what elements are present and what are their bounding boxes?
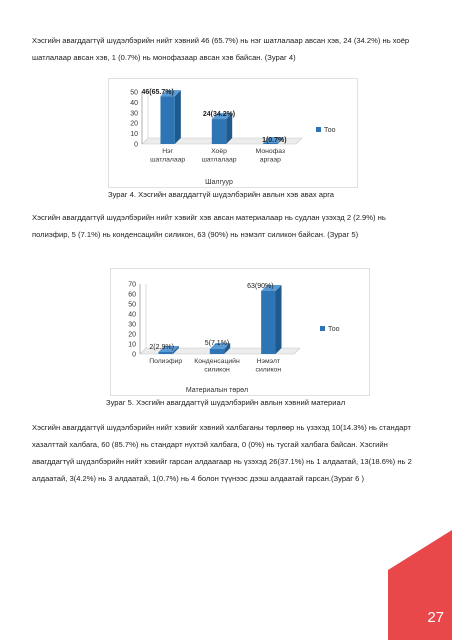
category-label: Монофаз <box>255 148 286 155</box>
x-axis-title: Материалын төрөл <box>185 387 249 394</box>
x-axis-title: Шалгуур <box>205 179 233 186</box>
page-number: 27 <box>427 609 444 626</box>
y-tick-label: 70 <box>128 281 136 289</box>
y-tick-label: 10 <box>128 341 136 349</box>
legend-swatch <box>320 326 325 331</box>
data-label: 46(65.7%) <box>141 89 174 97</box>
bar-3 <box>261 285 281 354</box>
y-tick-label: 50 <box>128 301 136 309</box>
chart-4 <box>108 78 358 188</box>
bar-side <box>175 90 181 144</box>
bar-1 <box>160 90 180 144</box>
y-tick-label: 10 <box>130 131 138 139</box>
data-label: 63(90%) <box>247 283 274 290</box>
paragraph-1: Хэсгийн авагддагтүй шүдэлбэрийн нийт хэвний 46 (65.7%) нь нэг шатлалаар авсан хэв, 24 (34.2%) нь хоёр шатлалаар авсан хэв, 1 (0.7%) нь монофазаар авсан хэв байсан. (Зураг 4) <box>32 36 410 62</box>
caption-figure-4: Зураг 4. Хэсгийн авагддагтүй шүдэлбэрийн авлын хэв авах арга <box>108 190 335 199</box>
bar-front <box>158 352 172 354</box>
category-label: шатлалаар <box>150 156 186 164</box>
category-label: Нэг <box>162 148 174 155</box>
data-label: 2(2.9%) <box>149 344 174 351</box>
y-tick-label: 40 <box>130 99 138 107</box>
y-tick-label: 0 <box>132 351 136 359</box>
bar-front <box>210 349 224 354</box>
paragraph-2: Хэсгийн авагддагтүй шүдэлбэрийн нийт хэвийг хэв авсан материалаар нь судлан үзэхэд 2 (2.9%) нь полиэфир, 5 (7.1%) нь конденсацийн силикон, 63 (90%) нь нэмэлт силикон байсан. (Зураг 5) <box>32 213 386 239</box>
data-label: 5(7.1%) <box>204 340 230 347</box>
category-label: силикон <box>255 366 282 374</box>
category-label: силикон <box>204 366 230 374</box>
bar-front <box>212 119 226 144</box>
chart-svg <box>108 78 358 188</box>
category-label: Хоёр <box>211 148 227 155</box>
y-tick-label: 20 <box>128 331 136 339</box>
chart-svg <box>110 268 370 396</box>
bar-front <box>261 291 275 354</box>
legend-swatch <box>316 127 321 132</box>
y-tick-label: 20 <box>130 120 138 128</box>
category-label: Полиэфир <box>149 358 183 365</box>
legend-label: Тоо <box>328 326 340 333</box>
y-tick-label: 60 <box>128 291 136 299</box>
y-tick-label: 50 <box>130 89 138 97</box>
paragraph-3: Хэсгийн авагддагтүй шүдэлбэрийн нийт хэвийг хэвний халбаганы төрлөөр нь үзэхэд 10(14.3%) нь стандарт хазалттай халбага, 60 (85.7%) нь стандарт нүхтэй халбага, 0 (0%) нь тусгай халбага байсан. Хэсгийн авагддагтүй шүдэлбэрийн нийт хэвийг гарсан алдаагаар нь үзэхэд 26(37.1%) нь 1 алдаатай, 13(18.6%) нь 2 алдаатай, 3(4.2%) нь 3 алдаатай, 1(0.7%) нь 4 болон түүнээс дээш алдаатай гарсан.(Зураг 6 ) <box>32 423 412 483</box>
chart-5 <box>110 268 370 396</box>
caption-figure-5: Зураг 5. Хэсгийн авагддагтүй шүдэлбэрийн авлын хэвний материал <box>106 398 346 407</box>
category-label: аргаар <box>259 156 281 164</box>
category-label: Конденсацийн <box>194 358 240 365</box>
y-tick-label: 30 <box>130 110 138 118</box>
data-label: 24(34.2%) <box>202 111 236 119</box>
category-label: Нэмэлт <box>256 358 281 365</box>
y-tick-label: 30 <box>128 321 136 329</box>
data-label: 1(0.7%) <box>262 136 287 144</box>
legend-label: Тоо <box>324 127 336 134</box>
y-tick-label: 0 <box>134 141 138 149</box>
category-label: шатлалаар <box>201 156 237 164</box>
y-tick-label: 40 <box>128 311 136 319</box>
bar-side <box>276 285 282 354</box>
bar-front <box>160 96 174 144</box>
